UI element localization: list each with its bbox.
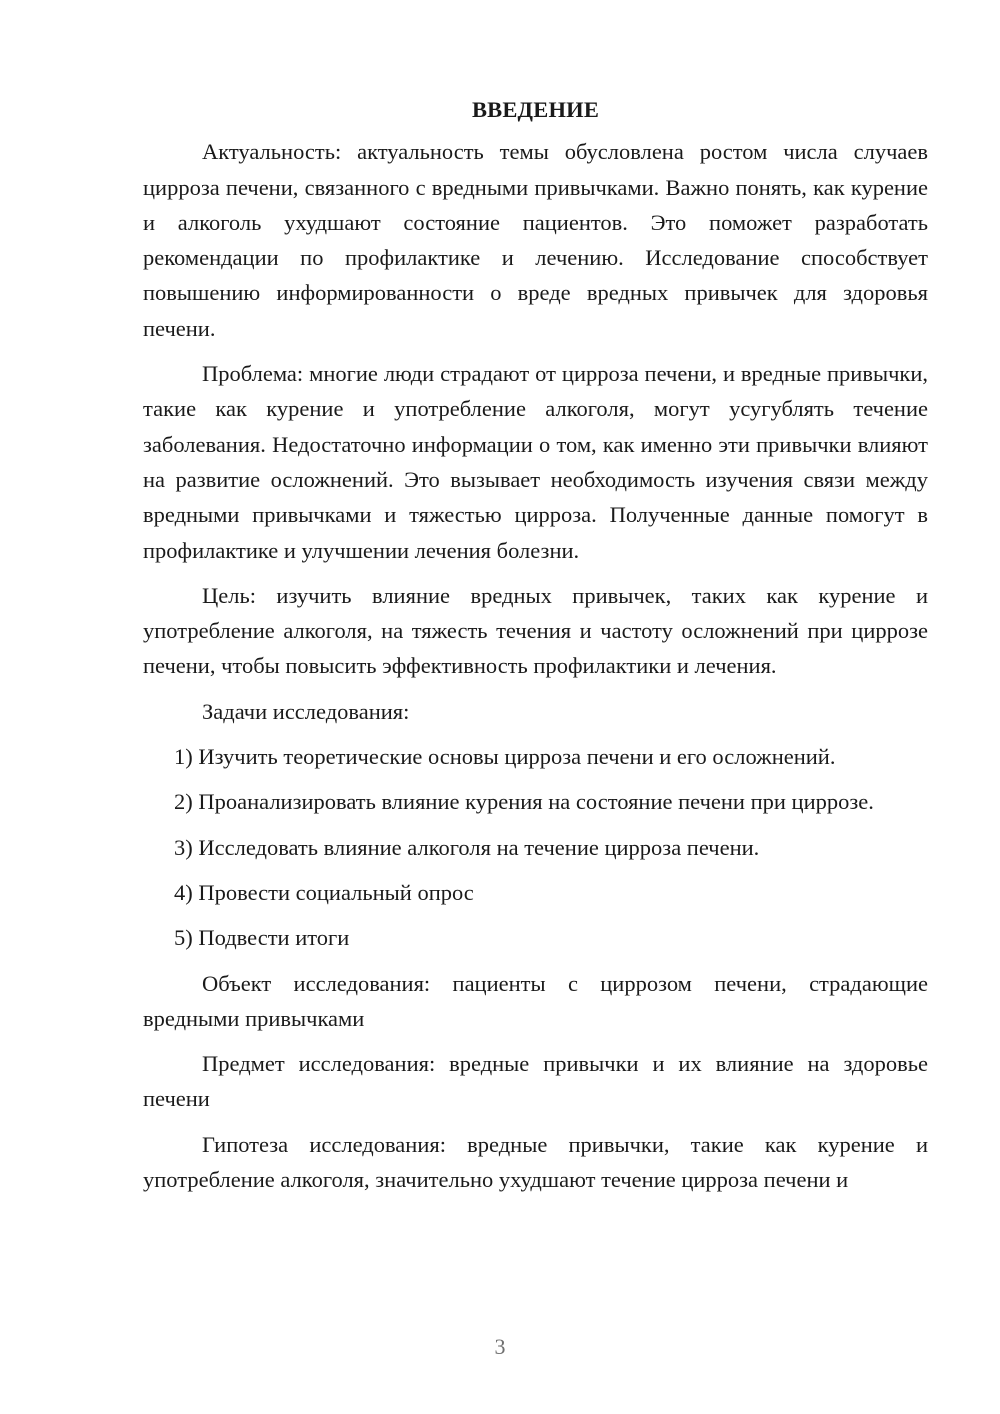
page-content — [143, 92, 928, 1197]
paragraph-subject: Предмет исследования: вредные привычки и их влияние на здоровье печени — [143, 1051, 928, 1112]
paragraph-object: Объект исследования: пациенты с циррозом печени, страдающие вредными привычками — [143, 970, 928, 1031]
paragraph-hypothesis: Гипотеза исследования: вредные привычки, такие как курение и употребление алкоголя, значительно ухудшают течение цирроза печени и — [143, 1131, 928, 1193]
section-heading: ВВЕДЕНИЕ — [471, 97, 600, 122]
task-item-4: 4) Провести социальный опрос — [174, 879, 474, 905]
paragraph-problem: Проблема: многие люди страдают от цирроза печени, и вредные привычки, такие как курение и употребление алкоголя, могут усугублять течение заболевания. Недостаточно информации о том, как именно эти привычки влияют на развитие осложнений. Это вызывает необходимость изучения связи между вредными привычками и тяжестью цирроза. Полученные данные помогут в профилактике и улучшении лечения болезни. — [143, 361, 928, 563]
page-number: 3 — [494, 1334, 506, 1359]
task-item-5: 5) Подвести итоги — [174, 925, 350, 951]
paragraph-goal: Цель: изучить влияние вредных привычек, таких как курение и употребление алкоголя, на тяжесть течения и частоту осложнений при циррозе печени, чтобы повысить эффективность профилактики и лечения. — [143, 582, 928, 679]
paragraph-relevance: Актуальность: актуальность темы обусловлена ростом числа случаев цирроза печени, связанного с вредными привычками. Важно понять, как курение и алкоголь ухудшают состояние пациентов. Это поможет разработать рекомендации по профилактике и лечению. Исследование способствует повышению информированности о вреде вредных привычек для здоровья печени. — [143, 139, 928, 341]
task-item-2: 2) Проанализировать влияние курения на состояние печени при циррозе. — [174, 789, 874, 815]
paragraph-tasks-title: Задачи исследования: — [202, 698, 410, 724]
task-item-1: 1) Изучить теоретические основы цирроза печени и его осложнений. — [174, 744, 836, 770]
task-item-3: 3) Исследовать влияние алкоголя на течение цирроза печени. — [174, 834, 760, 860]
